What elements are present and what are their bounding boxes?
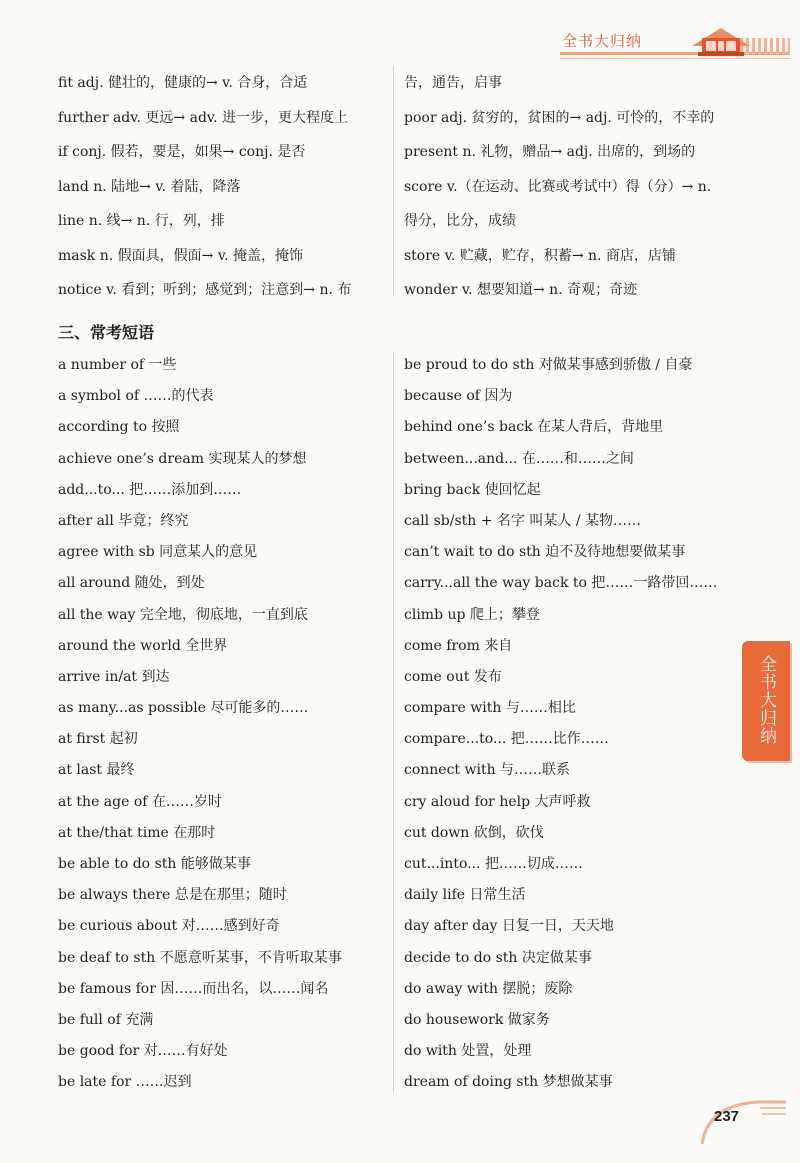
book-stack-icon: [688, 24, 754, 58]
phrase-entry: agree with sb 同意某人的意见: [58, 544, 258, 561]
phrase-entry: cut...into... 把……切成……: [404, 856, 583, 872]
vocab-entry: score v.（在运动、比赛或考试中）得（分）→ n.: [404, 178, 712, 195]
phrase-entry: can’t wait to do sth 迫不及待地想要做某事: [404, 544, 686, 561]
phrase-entry: behind one’s back 在某人背后，背地里: [404, 419, 664, 436]
phrase-entry: come from 来自: [404, 637, 513, 654]
column-divider: [393, 66, 394, 296]
vocab-entry: if conj. 假若，要是，如果→ conj. 是否: [58, 144, 306, 160]
vocab-entry: land n. 陆地→ v. 着陆，降落: [58, 178, 241, 195]
phrase-entry: compare with 与……相比: [404, 700, 576, 717]
vocab-column-left: [58, 66, 398, 308]
phrase-entry: be full of 充满: [58, 1011, 154, 1028]
phrase-entry: decide to do sth 决定做某事: [404, 949, 592, 966]
phrase-entry: all the way 完全地，彻底地，一直到底: [58, 606, 308, 623]
phrase-entry: achieve one’s dream 实现某人的梦想: [58, 450, 307, 467]
phrase-entry: at the/that time 在那时: [58, 824, 216, 841]
vocab-entry: 得分，比分，成绩: [404, 213, 516, 229]
phrase-entry: do away with 摆脱；废除: [404, 980, 573, 997]
vocab-entry: fit adj. 健壮的，健康的→ v. 合身，合适: [58, 75, 308, 91]
side-tab-label: 全书大归纳: [756, 655, 776, 745]
phrase-entry: a number of 一些: [58, 357, 177, 373]
phrase-entry: after all 毕竟；终究: [58, 512, 189, 529]
phrase-entry: a symbol of ……的代表: [58, 388, 214, 405]
phrase-entry: be always there 总是在那里；随时: [58, 887, 287, 904]
phrase-entry: because of 因为: [404, 388, 513, 405]
phrase-entry: be proud to do sth 对做某事感到骄傲 / 自豪: [404, 357, 693, 373]
phrase-column-right: [404, 350, 744, 1099]
vocab-entry: poor adj. 贫穷的，贫困的→ adj. 可怜的，不幸的: [404, 109, 715, 126]
vocab-entry: 告，通告，启事: [404, 75, 502, 91]
header-rule-thin: [560, 58, 790, 59]
side-tab[interactable]: [742, 641, 790, 761]
phrase-entry: connect with 与……联系: [404, 762, 571, 779]
phrase-column-left: [58, 350, 398, 1099]
phrase-entry: add...to... 把……添加到……: [58, 481, 242, 498]
phrase-entry: between...and... 在……和……之间: [404, 450, 634, 467]
phrase-entry: around the world 全世界: [58, 637, 228, 654]
phrase-entry: at first 起初: [58, 731, 138, 748]
phrase-entry: at last 最终: [58, 762, 135, 779]
phrase-entry: according to 按照: [58, 419, 180, 436]
vocab-column-right: [404, 66, 744, 308]
phrase-entry: climb up 爬上；攀登: [404, 606, 540, 623]
phrase-entry: come out 发布: [404, 668, 502, 685]
vocab-entry: notice v. 看到；听到；感觉到；注意到→ n. 布: [58, 282, 352, 298]
column-divider: [393, 352, 394, 1092]
phrase-entry: as many...as possible 尽可能多的……: [58, 700, 309, 717]
phrase-entry: dream of doing sth 梦想做某事: [404, 1074, 613, 1091]
phrase-entry: arrive in/at 到达: [58, 668, 170, 685]
phrase-entry: cut down 砍倒，砍伐: [404, 824, 544, 841]
header-tag: 全书大归纳: [562, 32, 643, 50]
phrase-entry: be curious about 对……感到好奇: [58, 918, 280, 935]
phrase-entry: cry aloud for help 大声呼救: [404, 793, 591, 810]
page-number: 237: [714, 1108, 740, 1125]
vocab-entry: present n. 礼物，赠品→ adj. 出席的，到场的: [404, 144, 696, 160]
phrase-entry: be able to do sth 能够做某事: [58, 856, 251, 872]
vocab-entry: store v. 贮藏，贮存，积蓄→ n. 商店，店铺: [404, 247, 676, 264]
phrase-entry: be deaf to sth 不愿意听某事，不肯听取某事: [58, 949, 342, 966]
phrase-entry: call sb/sth + 名字 叫某人 / 某物……: [404, 512, 641, 529]
section-title: 三、常考短语: [58, 323, 155, 342]
phrase-entry: be famous for 因……而出名，以……闻名: [58, 980, 329, 997]
phrase-entry: at the age of 在……岁时: [58, 793, 222, 810]
phrase-entry: all around 随处，到处: [58, 575, 205, 592]
phrase-entry: bring back 使回忆起: [404, 481, 541, 498]
vocab-entry: further adv. 更远→ adv. 进一步，更大程度上: [58, 109, 349, 126]
vocab-entry: mask n. 假面具，假面→ v. 掩盖，掩饰: [58, 247, 303, 264]
phrase-entry: carry...all the way back to 把……一路带回……: [404, 575, 718, 592]
phrase-entry: do with 处置，处理: [404, 1043, 532, 1060]
phrase-entry: compare...to... 把……比作……: [404, 731, 609, 748]
phrase-entry: do housework 做家务: [404, 1011, 550, 1028]
vocab-entry: line n. 线→ n. 行，列，排: [58, 213, 225, 229]
phrase-entry: day after day 日复一日，天天地: [404, 918, 614, 935]
phrase-entry: daily life 日常生活: [404, 887, 526, 904]
vocab-entry: wonder v. 想要知道→ n. 奇观；奇迹: [404, 282, 638, 298]
phrase-entry: be late for ……迟到: [58, 1074, 192, 1091]
phrase-entry: be good for 对……有好处: [58, 1043, 228, 1060]
